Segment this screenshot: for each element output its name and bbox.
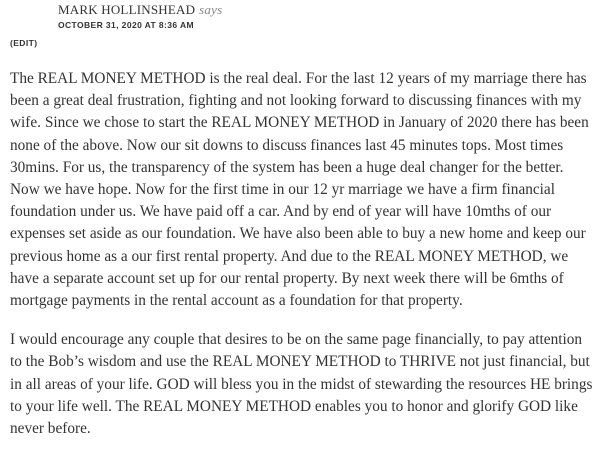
comment-paragraph-2: I would encourage any couple that desires to be on the same page financially, to pay attention to the Bob’s wisdom and use the REAL MONEY METHOD to THRIVE not just financial, but in all areas of your life. GOD will bless you in the midst of stewarding the resources HE brings to your life well. The REAL MONEY METHOD enables you to honor and glorify GOD like never before. bbox=[10, 331, 593, 438]
comment-paragraph-1: The REAL MONEY METHOD is the real deal. For the last 12 years of my marriage there has been a great deal frustration, fighting and not looking forward to discussing finances with my wife. Since we chose to start the REAL MONEY METHOD in January of 2020 there has been none of the above. Now our sit downs to discuss finances last 45 minutes tops. Most times 30mins. For us, the transparency of the system has been a huge deal changer for the better. Now we have hope. Now for the first time in our 12 yr marriage we have a firm financial foundation under us. We have paid off a car. And by end of year will have 10mths of our expenses set aside as our foundation. We have also been able to buy a new home and keep our previous home as a our first rental property. And due to the REAL MONEY METHOD, we have a separate account set up for our rental property. By next week there will be 6mths of mortgage payments in the rental account as a foundation for that property. bbox=[10, 70, 589, 310]
comment-body bbox=[10, 68, 594, 457]
comment-meta bbox=[58, 2, 222, 31]
edit-link[interactable]: (EDIT) bbox=[10, 38, 38, 48]
author-line bbox=[58, 2, 222, 18]
says-label: says bbox=[199, 2, 223, 17]
comment-date-link[interactable]: OCTOBER 31, 2020 AT 8:36 AM bbox=[58, 20, 194, 30]
comment-author: MARK HOLLINSHEAD bbox=[58, 2, 196, 17]
